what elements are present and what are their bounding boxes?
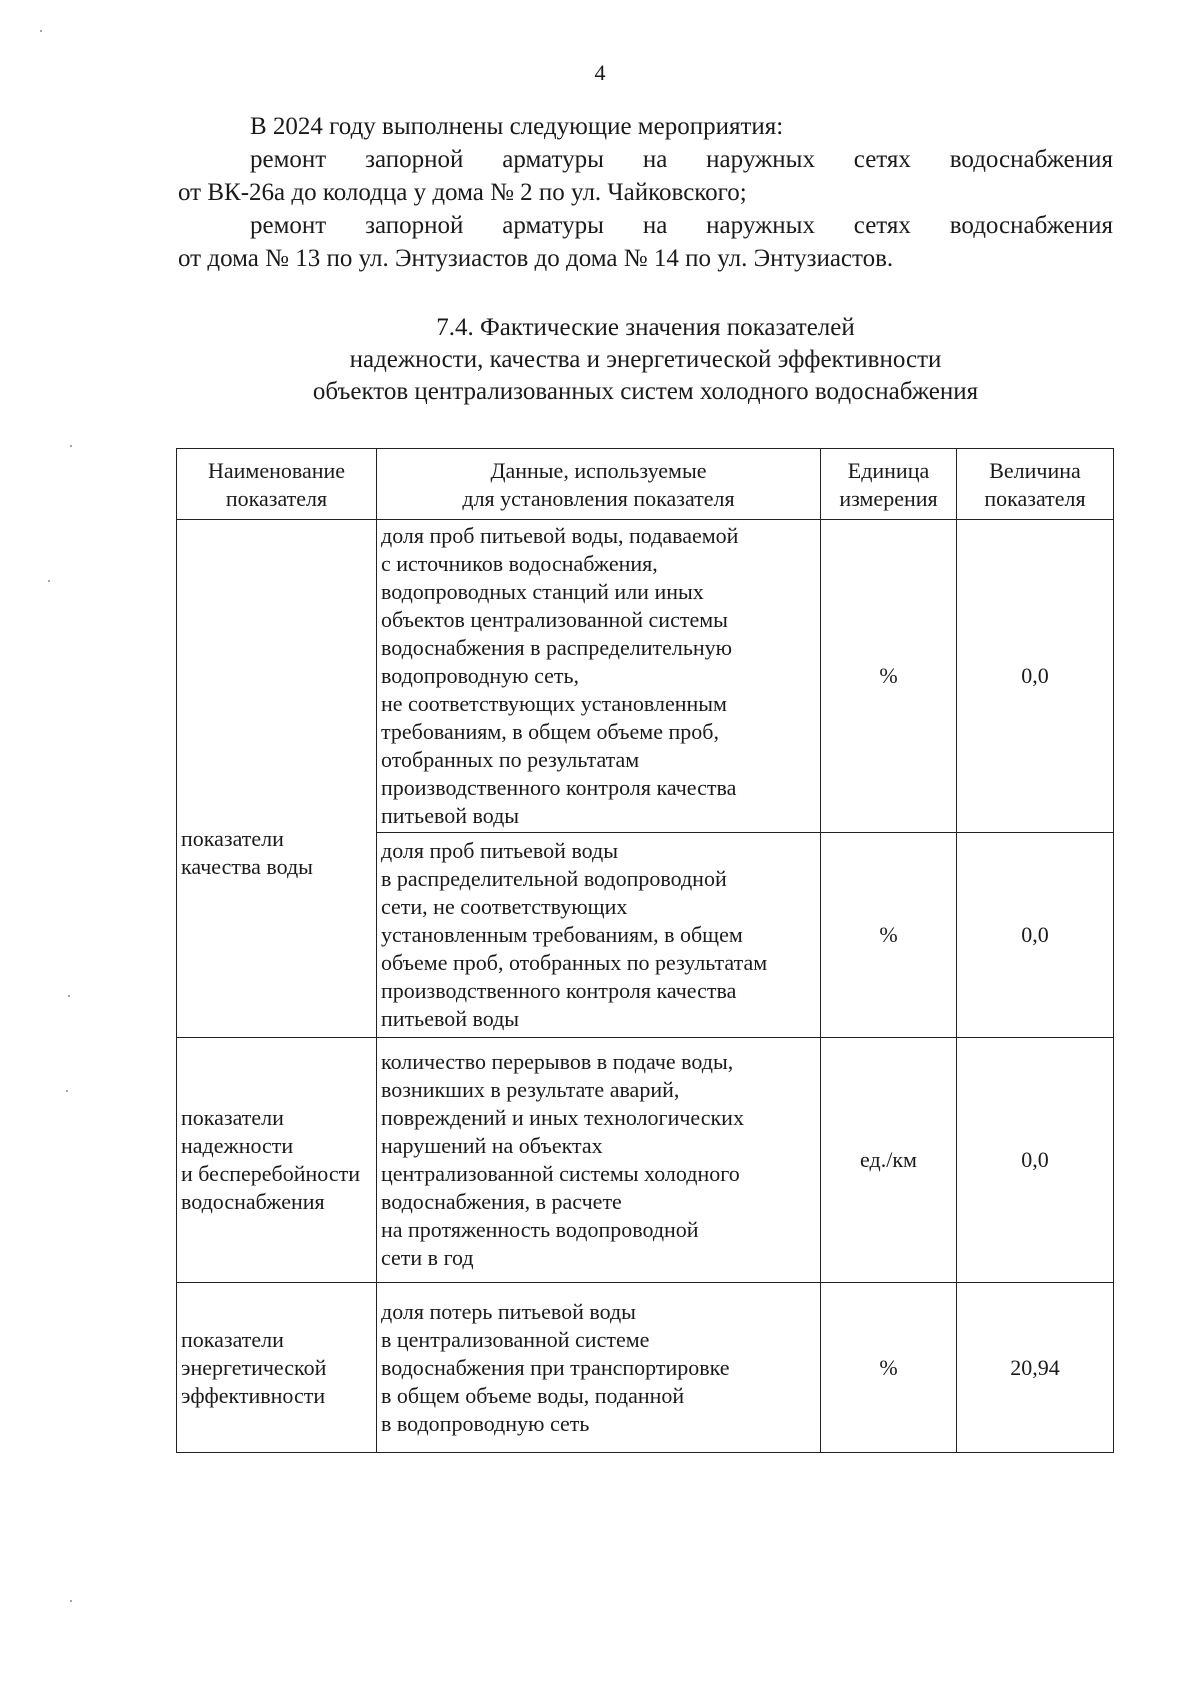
value-cell: 0,0 [957, 520, 1114, 833]
indicator-name-line: водоснабжения [181, 1189, 325, 1214]
description-line: водопроводную сеть, [381, 663, 580, 688]
header-text: измерения [839, 486, 938, 511]
header-indicator-name [177, 449, 377, 520]
activity-item-2-line-1: ремонт запорной арматуры на наружных сетях водоснабжения [250, 212, 1113, 239]
section-title [178, 312, 1113, 408]
description-line: питьевой воды [381, 1006, 520, 1031]
section-title-line-3: объектов централизованных систем холодного водоснабжения [312, 378, 979, 405]
indicator-name-line: надежности [181, 1133, 294, 1158]
unit-cell: % [821, 1283, 957, 1453]
description-line: объеме проб, отобранных по результатам [381, 950, 768, 975]
description-line: в водопроводную сеть [381, 1410, 590, 1436]
description-line: отобранных по результатам [381, 747, 640, 772]
description-line: повреждений и иных технологических [381, 1105, 744, 1130]
header-text: Наименование [207, 458, 346, 483]
description-line: сети в год [381, 1245, 474, 1270]
header-text: для установления показателя [462, 486, 735, 511]
indicator-name-line: и бесперебойности [181, 1161, 360, 1186]
activity-item-1-line-2: от ВК-26а до колодца у дома № 2 по ул. Чайковского; [178, 179, 747, 206]
indicator-name-line: показатели [181, 825, 284, 851]
indicator-name-cell [177, 1283, 377, 1453]
indicator-description-cell [377, 520, 821, 833]
section-title-line-1: 7.4. Фактические значения показателей [436, 314, 855, 341]
indicator-name-line: эффективности [181, 1382, 326, 1408]
intro-line: В 2024 году выполнены следующие мероприятия: [250, 113, 784, 140]
indicator-name-line: показатели [181, 1326, 284, 1352]
unit-cell: % [821, 520, 957, 833]
indicator-name-line: показатели [181, 1105, 284, 1130]
description-line: сети, не соответствующих [381, 894, 628, 919]
activity-item-2-line-2: от дома № 13 по ул. Энтузиастов до дома № 14 по ул. Энтузиастов. [178, 245, 894, 272]
description-line: водоснабжения, в расчете [381, 1189, 622, 1214]
description-line: не соответствующих установленным [381, 691, 727, 716]
indicator-name-cell [177, 1038, 377, 1283]
description-line: объектов централизованной системы [381, 607, 728, 632]
scan-speck [70, 445, 72, 447]
description-line: доля проб питьевой воды [381, 838, 619, 863]
description-line: водоснабжения в распределительную [381, 635, 733, 660]
description-line: доля потерь питьевой воды [381, 1298, 636, 1324]
indicator-name-line: энергетической [181, 1354, 327, 1380]
value-cell: 0,0 [957, 833, 1114, 1038]
description-line: доля проб питьевой воды, подаваемой [381, 523, 739, 548]
scan-speck [40, 30, 42, 32]
unit-cell: % [821, 833, 957, 1038]
description-line: питьевой воды [381, 803, 520, 828]
description-line: производственного контроля качества [381, 775, 737, 800]
description-line: на протяженность водопроводной [381, 1217, 699, 1242]
description-line: в общем объеме воды, поданной [381, 1382, 685, 1408]
value-cell: 20,94 [957, 1283, 1114, 1453]
table-row [177, 520, 1114, 833]
scan-speck [70, 1600, 72, 1602]
scan-speck [68, 995, 70, 997]
page-number: 4 [594, 60, 606, 85]
scan-speck [66, 1090, 68, 1092]
header-text: Величина [989, 458, 1081, 483]
description-line: установленным требованиям, в общем [381, 922, 743, 947]
description-line: централизованной системы холодного [381, 1161, 740, 1186]
header-value [957, 449, 1114, 520]
header-unit [821, 449, 957, 520]
description-line: производственного контроля качества [381, 978, 737, 1003]
indicator-description-cell [377, 1283, 821, 1453]
indicator-description-cell [377, 833, 821, 1038]
indicator-name-cell [177, 520, 377, 1038]
table-row [177, 1283, 1114, 1453]
indicator-description-cell [377, 1038, 821, 1283]
description-line: количество перерывов в подаче воды, [381, 1049, 734, 1074]
value-cell: 0,0 [957, 1038, 1114, 1283]
description-line: требованиям, в общем объеме проб, [381, 719, 719, 744]
scan-speck [48, 580, 50, 582]
header-text: Единица [847, 458, 930, 483]
description-line: водопроводных станций или иных [381, 579, 704, 604]
description-line: водоснабжения при транспортировке [381, 1354, 730, 1380]
table-body [177, 520, 1114, 1453]
activity-item-1-line-1: ремонт запорной арматуры на наружных сетях водоснабжения [250, 146, 1113, 173]
header-text: Данные, используемые [490, 458, 707, 483]
header-text: показателя [984, 486, 1086, 511]
description-line: с источников водоснабжения, [381, 551, 658, 576]
unit-cell: ед./км [821, 1038, 957, 1283]
description-line: возникших в результате аварий, [381, 1077, 680, 1102]
header-source-data [377, 449, 821, 520]
description-line: нарушений на объектах [381, 1133, 603, 1158]
header-text: показателя [225, 486, 328, 511]
section-title-line-2: надежности, качества и энергетической эффективности [349, 346, 942, 373]
indicators-table [176, 448, 1114, 1453]
table-header-row [177, 449, 1114, 520]
description-line: в централизованной системе [381, 1326, 650, 1352]
table-row [177, 1038, 1114, 1283]
intro-text [178, 110, 1113, 275]
description-line: в распределительной водопроводной [381, 866, 727, 891]
indicator-name-line: качества воды [181, 853, 313, 879]
